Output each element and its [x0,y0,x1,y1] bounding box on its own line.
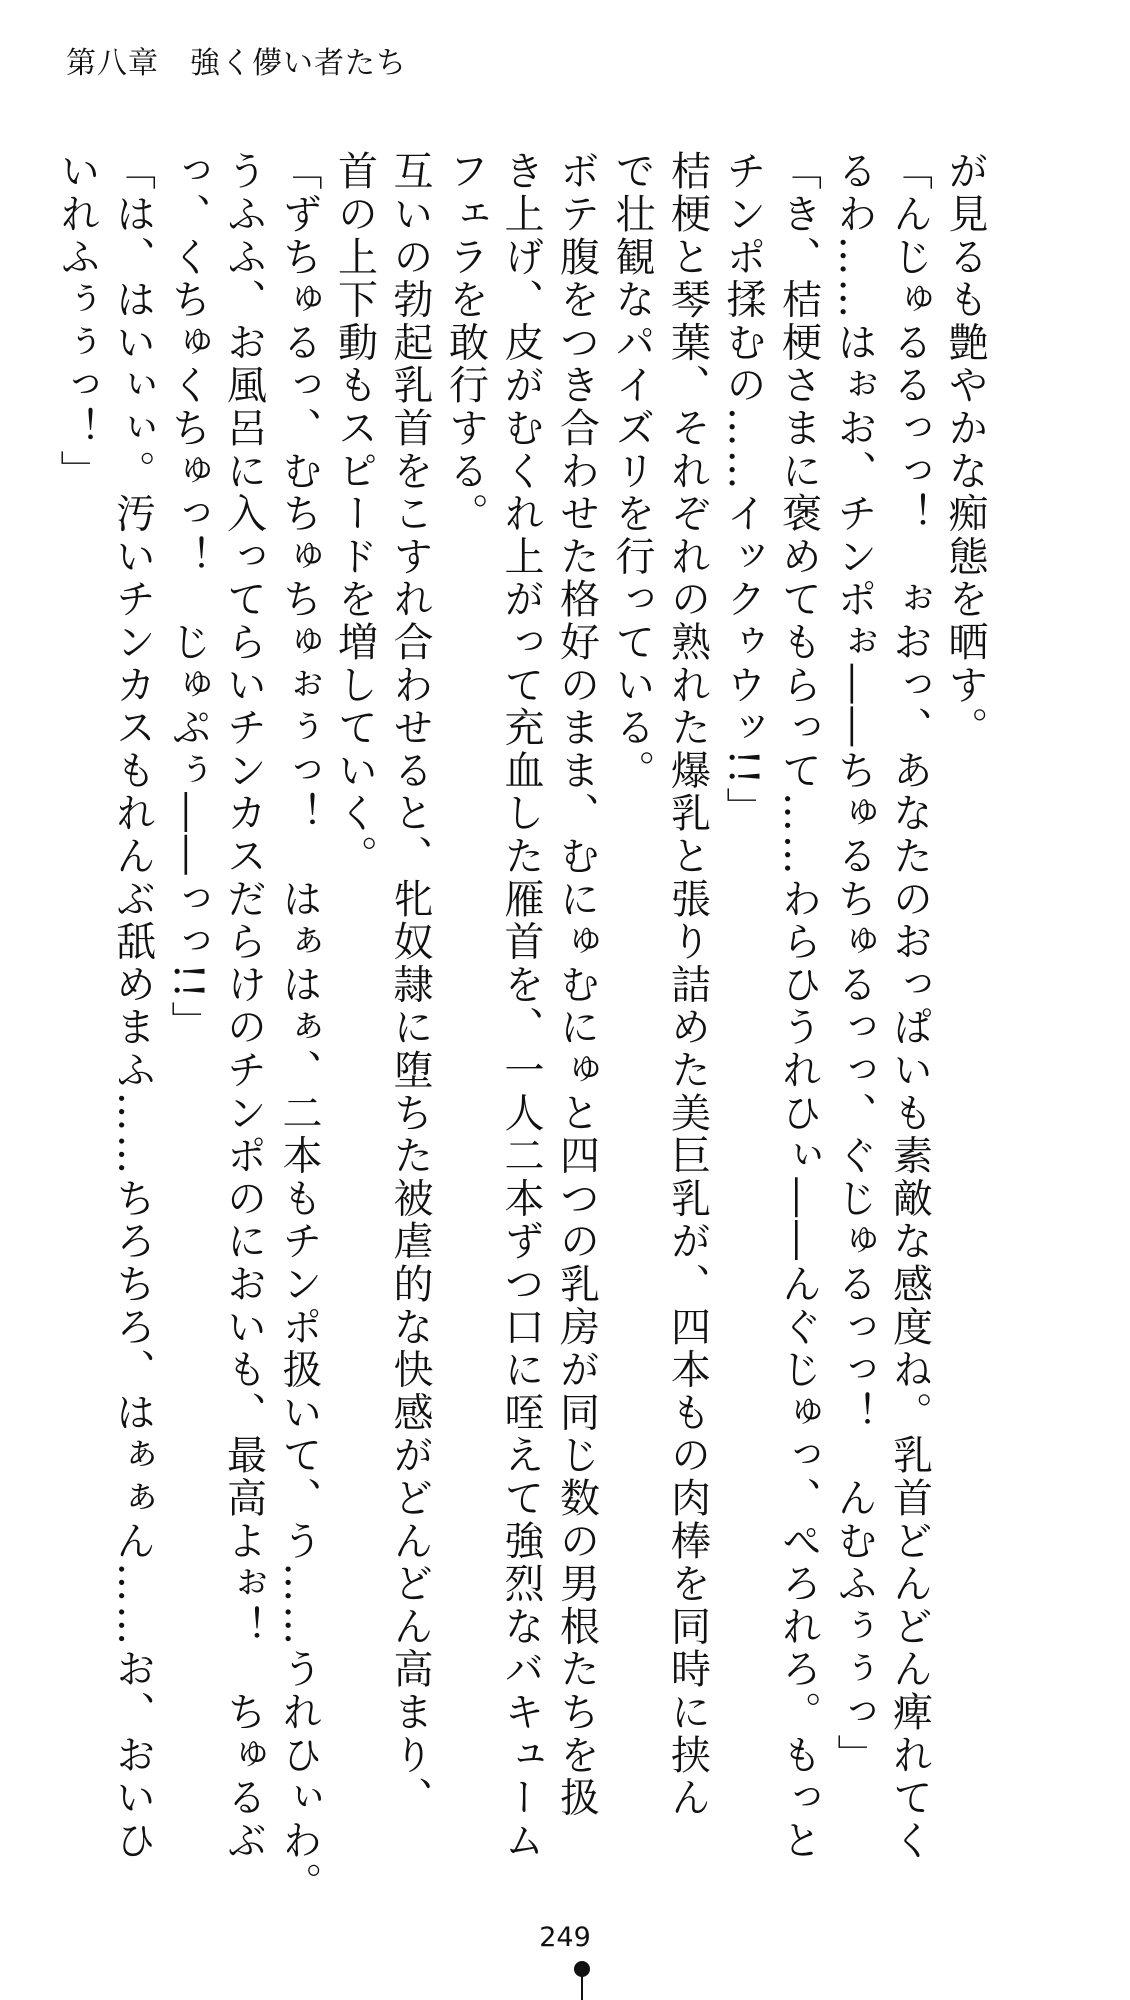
text-line: き上げ、皮がむくれ上がって充血した雁首を、一人二本ずつ口に咥えて強烈なバキューム [498,150,544,1862]
text-line: 首の上下動もスピードを増していく。 [331,150,378,878]
page-number: 249 [539,1922,591,1953]
text-line: うふふ、お風呂に入ってらいチンカスだらけのチンポのにおいも、最高よぉ！ ちゅるぶ [220,150,267,1862]
text-line: 「は、はいぃぃ。汚いチンカスもれんぶ舐めまふ……ちろちろ、はぁぁん……お、おいひ [109,150,156,1862]
text-line: いれふぅぅっ！」 [54,150,100,493]
text-line: ボテ腹をつき合わせた格好のまま、むにゅむにゅと四つの乳房が同じ数の男根たちを扱 [553,150,600,1820]
text-line: っ、くちゅくちゅっ！ じゅぷぅ――っっ!!」 [165,150,211,1044]
text-line: フェラを敢行する。 [442,150,489,536]
text-line: で壮観なパイズリを行っている。 [609,150,655,792]
text-line: 「んじゅるるっっ！ ぉおっ、あなたのおっぱいも素敵な感度ね。乳首どんどん痺れてく [886,150,933,1862]
running-head: 第八章 強く儚い者たち [66,46,407,81]
text-line: 桔梗と琴葉、それぞれの熟れた爆乳と張り詰めた美巨乳が、四本もの肉棒を同時に挟ん [664,150,711,1820]
text-line: チンポ揉むの……イックゥウッ!!」 [720,150,766,830]
text-line: 「ずちゅるっ、むちゅちゅぉぅっ！ はぁはぁ、二本もチンポ扱いて、う……うれひぃわ。 [276,150,322,1905]
text-line: るわ……はぉお、チンポぉ――ちゅるちゅるっっ、ぐじゅるっっ！ んむふぅぅっ」 [831,150,877,1777]
text-line: 「き、桔梗さまに褒めてもらって……わらひうれひぃ――んぐじゅっ、ぺろれろ。もっと [775,150,822,1862]
body-text [54,150,992,1905]
folio-dot [574,1961,590,1977]
text-line: が見るも艶やかな痴態を晒す。 [942,150,988,750]
text-line: 互いの勃起乳首をこすれ合わせると、牝奴隷に堕ちた被虐的な快感がどんどん高まり、 [387,150,433,1820]
